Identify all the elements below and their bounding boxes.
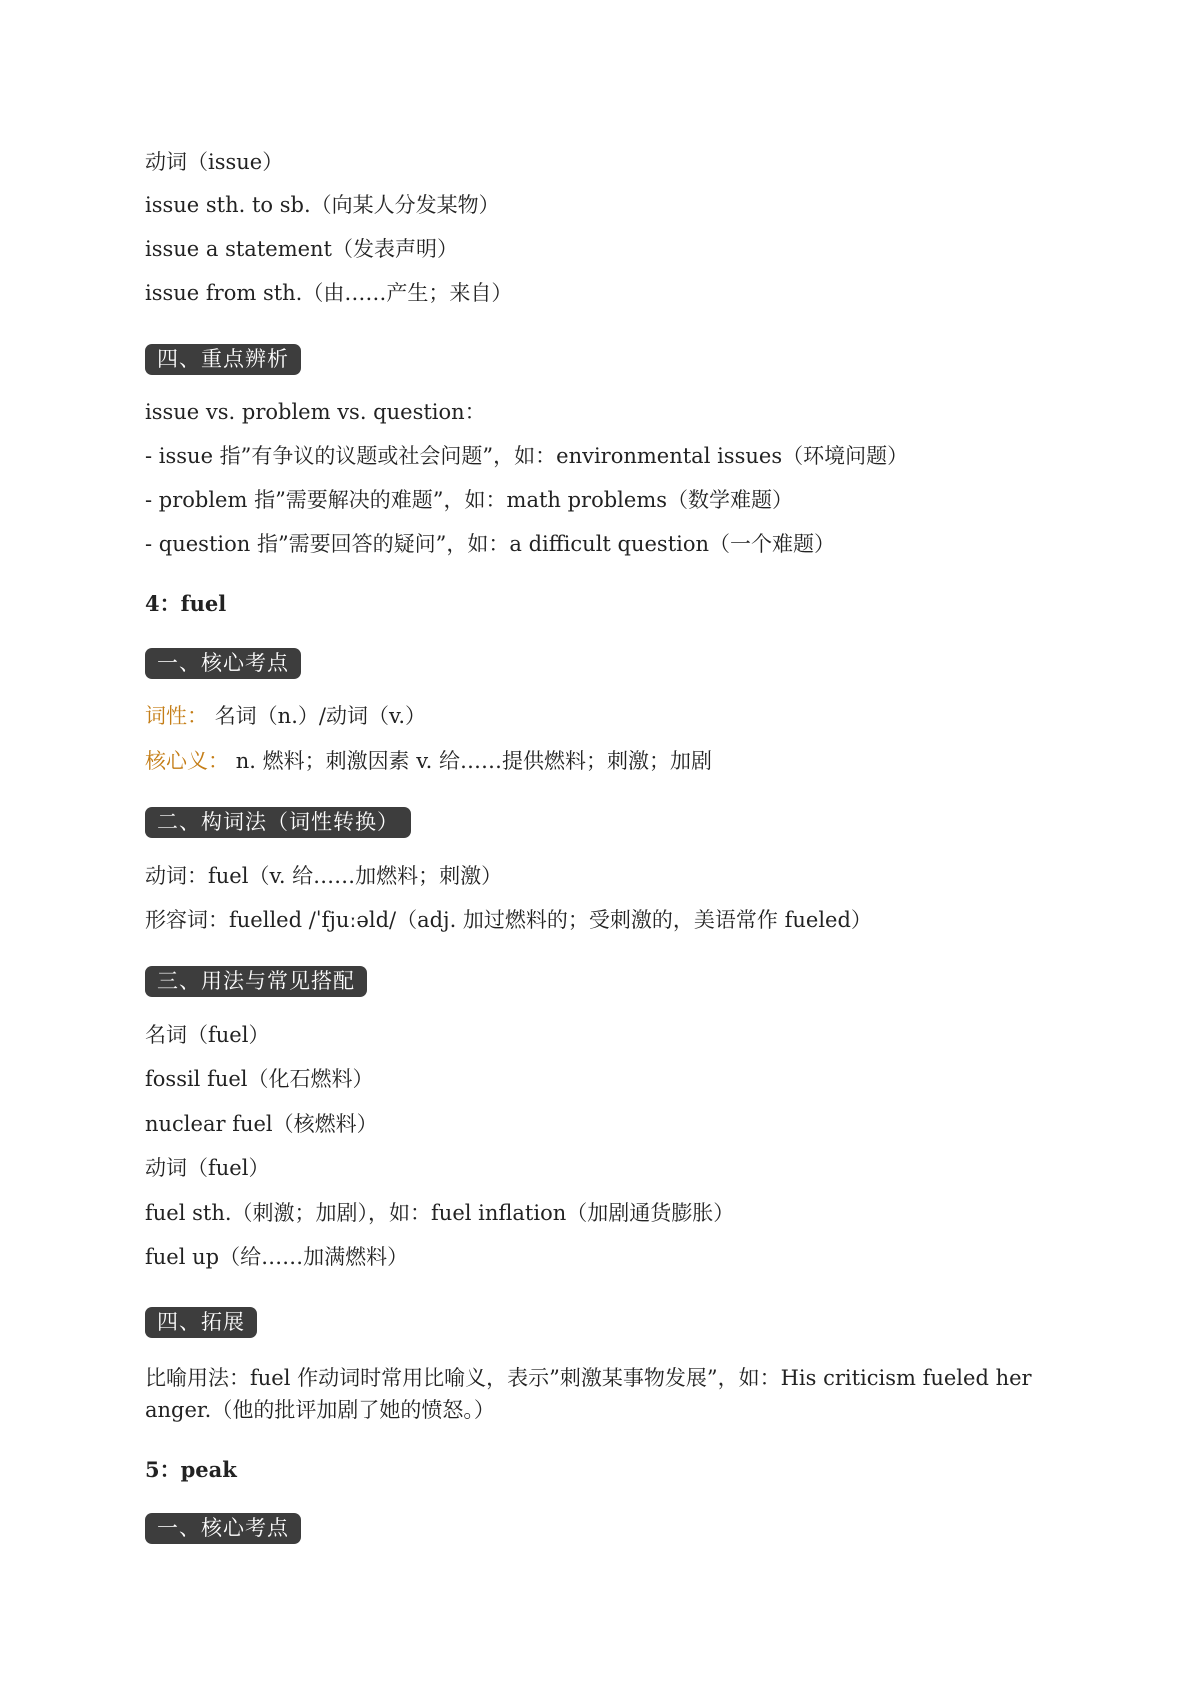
text-line: issue a statement（发表声明） (145, 237, 458, 261)
word-heading: 5：peak (145, 1457, 237, 1482)
section-tag: 二、构词法（词性转换） (145, 807, 411, 838)
core-meaning-line (145, 747, 712, 775)
core-label: 核心义： (145, 749, 229, 773)
text-line: fuel up（给……加满燃料） (145, 1245, 409, 1269)
section-tag: 一、核心考点 (145, 648, 301, 679)
section-tag: 三、用法与常见搭配 (145, 966, 367, 997)
text-line: issue sth. to sb.（向某人分发某物） (145, 193, 500, 217)
text-line: - question 指”需要回答的疑问”，如：a difficult question（一个难题） (145, 532, 836, 556)
text-line: 动词（fuel） (145, 1156, 270, 1180)
pos-line (145, 702, 426, 730)
text-line: fuel sth.（刺激；加剧），如：fuel inflation（加剧通货膨胀） (145, 1201, 735, 1225)
text-line: issue vs. problem vs. question： (145, 400, 486, 424)
text-line: 名词（fuel） (145, 1023, 270, 1047)
text-line: nuclear fuel（核燃料） (145, 1112, 378, 1136)
text-line: - problem 指”需要解决的难题”，如：math problems（数学难题） (145, 488, 794, 512)
word-heading: 4：fuel (145, 591, 227, 616)
section-tag: 一、核心考点 (145, 1513, 301, 1544)
core-value: n. 燃料；刺激因素 v. 给……提供燃料；刺激；加剧 (235, 749, 712, 773)
text-line: 形容词：fuelled /ˈfjuːəld/（adj. 加过燃料的；受刺激的，美语常作 fueled） (145, 908, 872, 932)
text-line: - issue 指”有争议的议题或社会问题”，如：environmental issues（环境问题） (145, 444, 909, 468)
section-tag: 四、拓展 (145, 1307, 257, 1338)
section-tag: 四、重点辨析 (145, 344, 301, 375)
text-line: 动词：fuel（v. 给……加燃料；刺激） (145, 864, 503, 888)
text-line: issue from sth.（由……产生；来自） (145, 281, 513, 305)
pos-label: 词性： (145, 704, 208, 728)
pos-value: 名词（n.）/动词（v.） (214, 704, 427, 728)
text-paragraph: 比喻用法：fuel 作动词时常用比喻义，表示”刺激某事物发展”，如：His criticism fueled her anger.（他的批评加剧了她的愤怒。） (145, 1366, 1032, 1422)
text-line: fossil fuel（化石燃料） (145, 1067, 374, 1091)
text-line: 动词（issue） (145, 150, 284, 174)
